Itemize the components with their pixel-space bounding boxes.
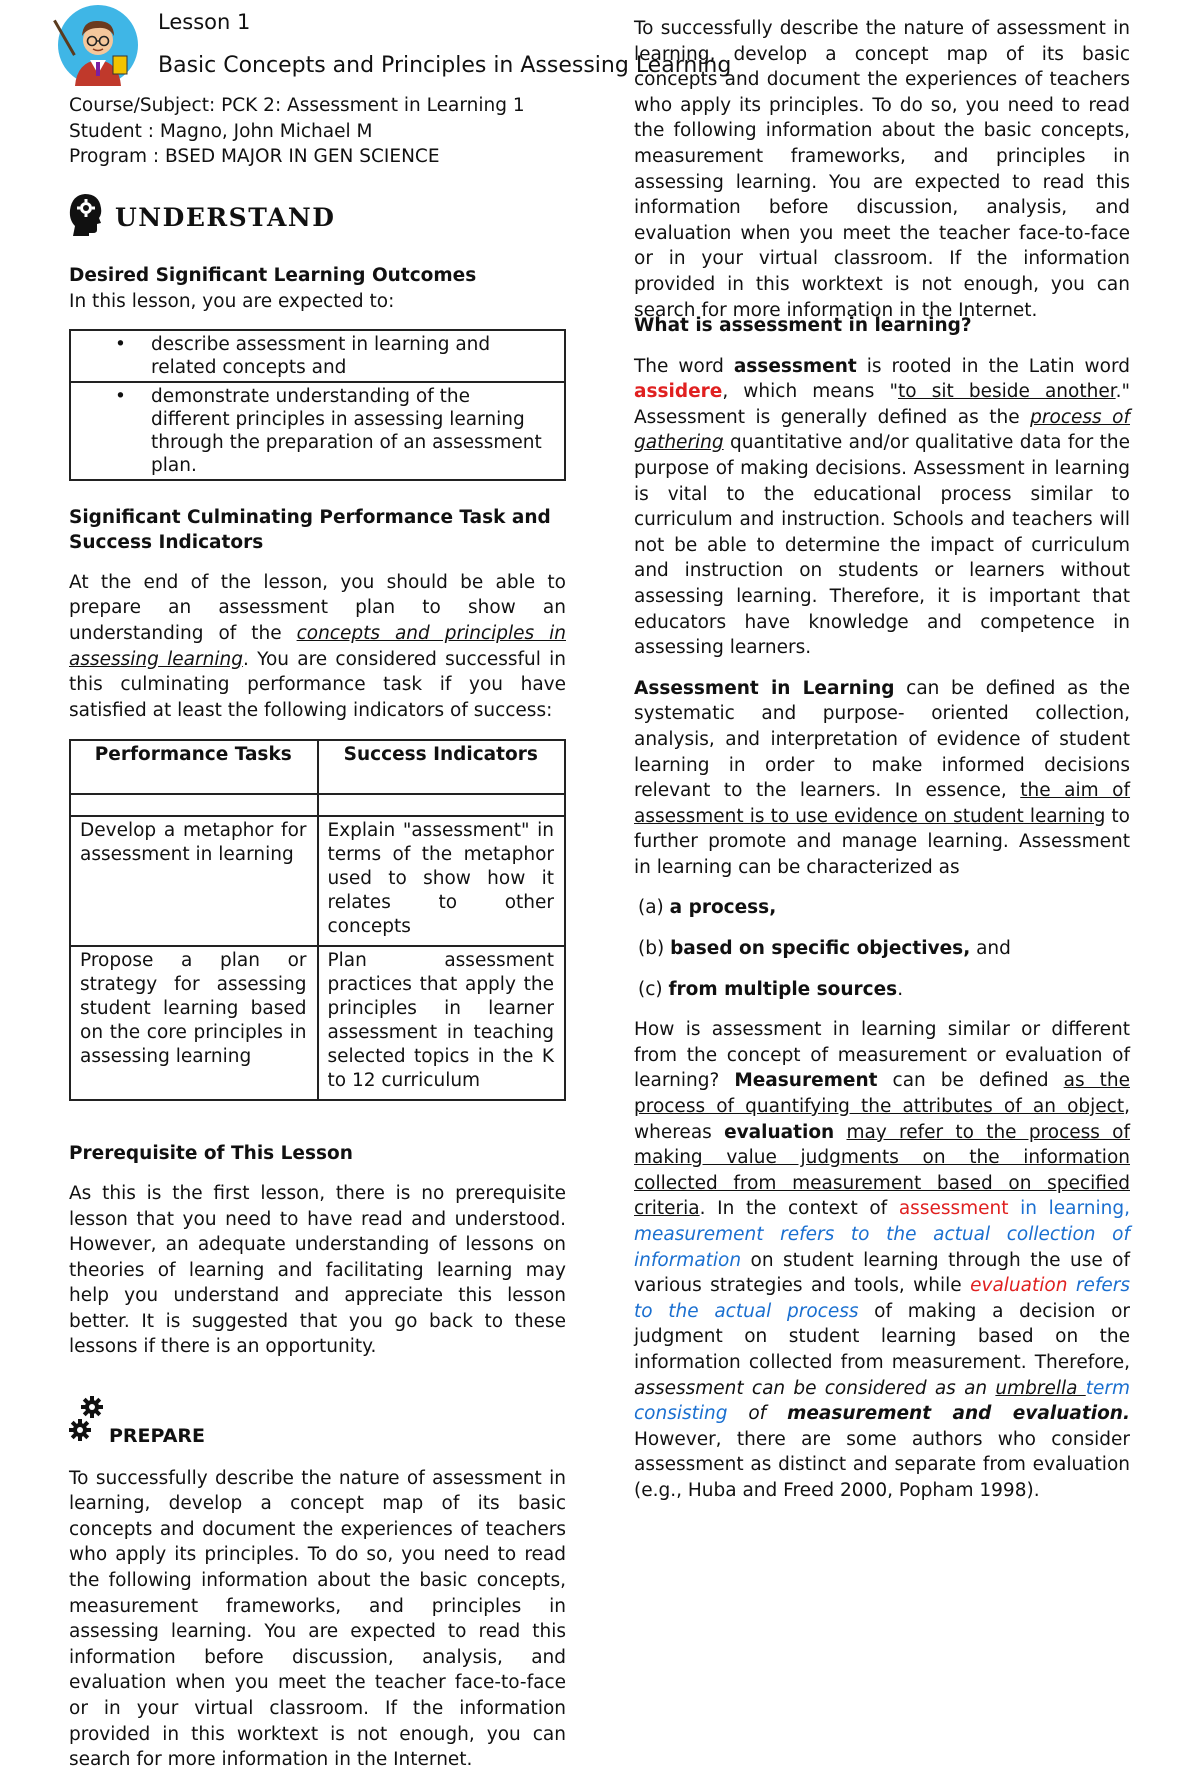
assessment-red: assessment — [898, 1198, 1009, 1220]
measurement-text: of — [727, 1403, 788, 1425]
evaluation-refers-blue: refers to the actual process — [634, 1275, 1130, 1322]
task-cell: Develop a metaphor for assessment in learning — [70, 816, 318, 946]
head-gear-icon — [69, 192, 103, 244]
what-is-text: The word — [634, 355, 734, 377]
prerequisite-heading: Prerequisite of This Lesson — [69, 1143, 353, 1165]
outcomes-heading: Desired Significant Learning Outcomes — [69, 265, 477, 287]
measurement-text: . In the context of — [699, 1198, 899, 1220]
lesson-title: Basic Concepts and Principles in Assessing Learning — [158, 53, 732, 78]
prepare-text-continued-wrap — [634, 18, 1130, 321]
definition-paragraph — [634, 676, 1130, 881]
definition-text: to further promote and manage learning. Assessment in learning can be characterized as — [634, 805, 1131, 878]
item-bold: from multiple sources — [668, 978, 898, 1000]
teacher-avatar-icon — [57, 4, 139, 86]
umbrella-lead: assessment can be considered as an — [634, 1377, 996, 1399]
what-is-text: is rooted in the Latin word — [856, 355, 1130, 377]
prepare-label: PREPARE — [109, 1425, 206, 1448]
term-assidere: assidere — [634, 381, 723, 403]
culminating-heading-1: Significant Culminating Performance Task and — [69, 506, 551, 528]
gears-icon — [69, 1396, 105, 1450]
culminating-emphasis: concepts and principles in assessing learning — [69, 622, 566, 670]
tasks-header-row — [70, 740, 565, 794]
item-bold: based on specific objectives, — [670, 938, 971, 960]
term-evaluation: evaluation — [724, 1121, 835, 1143]
what-is-heading: What is assessment in learning? — [634, 315, 972, 336]
culminating-heading-2: Success Indicators — [69, 532, 264, 554]
right-column — [634, 18, 1131, 1504]
prepare-section-header — [69, 1396, 566, 1450]
course-line: Course/Subject: PCK 2: Assessment in Learning 1 — [69, 95, 525, 116]
process-emphasis: process of gathering — [634, 406, 1130, 454]
outcomes-intro: In this lesson, you are expected to: — [69, 290, 395, 312]
prepare-text-start: To successfully describe the nature of assessment in learning, develop a concept map of its basic concepts and document the experiences of teachers who apply its principles. To do so, you need to read the following information about the basic concepts, measurement frameworks, and principles in assessing learning. You are expected to read this information before discussion, analysis, and evaluation when you meet the teacher face-to-face or in your virtual classroom. If the information provided in this worktext is not enough, you can search for more information in the Internet. — [69, 1467, 566, 1771]
outcomes-table — [69, 329, 566, 481]
student-line: Student : Magno, John Michael M — [69, 120, 373, 142]
measurement-text: How is assessment in learning similar or different from the concept of measurement or evaluation of learning? — [634, 1019, 1130, 1092]
prerequisite-text: As this is the first lesson, there is no prerequisite lesson that you need to have read and understood. However, an adequate understanding of lessons on theories of learning and facilitating learning may help you understand and appreciate this lesson better. It is suggested that you go back to these lessons if there is an opportunity. — [69, 1182, 566, 1358]
bullet-icon: • — [115, 333, 126, 355]
outcome-row — [70, 382, 565, 480]
item-suffix: . — [897, 978, 904, 1000]
measurement-text: on student learning through the use of various strategies and tools, while — [634, 1249, 1130, 1297]
measurement-refers-blue: measurement refers to the actual collection of information — [634, 1224, 1130, 1271]
term-assessment-in-learning: Assessment in Learning — [634, 677, 895, 699]
measurement-text: can be defined — [877, 1070, 1064, 1092]
measurement-text — [834, 1122, 846, 1143]
aim-underlined: the aim of assessment is to use evidence on student learning — [634, 780, 1131, 827]
measurement-text: of making a decision or judgment on student learning based on the information collected from measurement. Therefore, — [634, 1300, 1130, 1373]
tasks-row — [70, 816, 565, 946]
what-is-text: ." Assessment is generally defined as the — [634, 381, 1130, 428]
in-learning-blue: in learning, — [1008, 1198, 1131, 1220]
item-bold: a process, — [669, 897, 777, 919]
left-column — [69, 93, 567, 1771]
item-prefix: (c) — [638, 978, 669, 1000]
evaluation-def-underlined: may refer to the process of making value judgments on the information collected from measurement based on specified criteria — [634, 1121, 1130, 1220]
outcome-text: describe assessment in learning and related concepts and — [151, 333, 491, 378]
lesson-number: Lesson 1 — [158, 10, 251, 34]
item-prefix: (a) — [638, 897, 670, 919]
culminating-text-rest: . You are considered successful in this culminating performance task if you have satisfied at least the following indicators of success: — [69, 648, 567, 721]
what-is-text: , which means " — [722, 381, 899, 403]
term-consisting-blue: term consisting — [634, 1377, 1130, 1425]
measurement-and-evaluation-bold: measurement and evaluation. — [787, 1403, 1130, 1425]
term-measurement: Measurement — [734, 1070, 878, 1092]
measurement-paragraph — [634, 1017, 1130, 1503]
bullet-icon: • — [115, 385, 126, 407]
tasks-row — [70, 946, 565, 1100]
measurement-text: , whereas — [634, 1096, 1130, 1143]
prepare-text-continued: To successfully describe the nature of assessment in learning, develop a concept map of its basic concepts and document the experiences of teachers who apply its principles. To do so, you need to read the following information about the basic concepts, measurement frameworks, and principles in assessing learning. You are expected to read this information before discussion, analysis, and evaluation when you meet the teacher face-to-face or in your virtual classroom. If the information provided in this worktext is not enough, you can search for more information in the Internet. — [634, 18, 1130, 321]
culminating-text: At the end of the lesson, you should be able to prepare an assessment plan to show an understanding of the — [69, 571, 566, 644]
culminating-paragraph — [69, 570, 566, 724]
understand-section-header — [69, 192, 566, 244]
what-is-paragraph — [634, 354, 1130, 661]
understand-label: UNDERSTAND — [115, 202, 336, 232]
item-prefix: (b) — [638, 938, 671, 960]
tasks-header-cell: Success Indicators — [318, 740, 566, 794]
characteristic-item — [638, 895, 1130, 921]
tasks-empty-row — [70, 794, 565, 816]
term-assessment: assessment — [733, 355, 857, 377]
definition-text: can be defined as the systematic and purpose- oriented collection, analysis, and interpretation of evidence of student learning in order to make informed decisions relevant to the learners. In essence, — [634, 677, 1130, 802]
indicator-cell: Plan assessment practices that apply the principles in learner assessment in teaching selected topics in the K to 12 curriculum — [318, 946, 566, 1100]
indicator-cell: Explain "assessment" in terms of the metaphor used to show how it relates to other concepts — [318, 816, 566, 946]
umbrella-underlined: umbrella — [995, 1377, 1086, 1399]
characteristic-item — [638, 936, 1130, 962]
measurement-text: However, there are some authors who consider assessment as distinct and separate from evaluation (e.g., Huba and Freed 2000, Popham 1998). — [634, 1428, 1130, 1501]
measurement-def-underlined: as the process of quantifying the attributes of an object — [634, 1070, 1130, 1118]
tasks-header-cell: Performance Tasks — [70, 740, 318, 794]
characteristic-item — [638, 977, 1130, 1003]
evaluation-red: evaluation — [970, 1275, 1068, 1297]
outcome-text: demonstrate understanding of the different principles in assessing learning through the preparation of an assessment plan. — [151, 385, 542, 476]
task-cell: Propose a plan or strategy for assessing student learning based on the core principles in assessing learning — [70, 946, 318, 1100]
item-suffix: and — [970, 938, 1011, 960]
meaning-underlined: to sit beside another — [898, 381, 1116, 403]
what-is-text: quantitative and/or qualitative data for the purpose of making decisions. Assessment in learning is vital to the educational process similar to curriculum and instruction. Schools and teachers will not be able to determine the impact of curriculum and instruction on students or learners without assessing learning. Therefore, it is important that educators have knowledge and competence in assessing learners. — [634, 432, 1130, 659]
tasks-table — [69, 739, 566, 1101]
outcome-row — [70, 330, 565, 382]
program-line: Program : BSED MAJOR IN GEN SCIENCE — [69, 146, 440, 168]
